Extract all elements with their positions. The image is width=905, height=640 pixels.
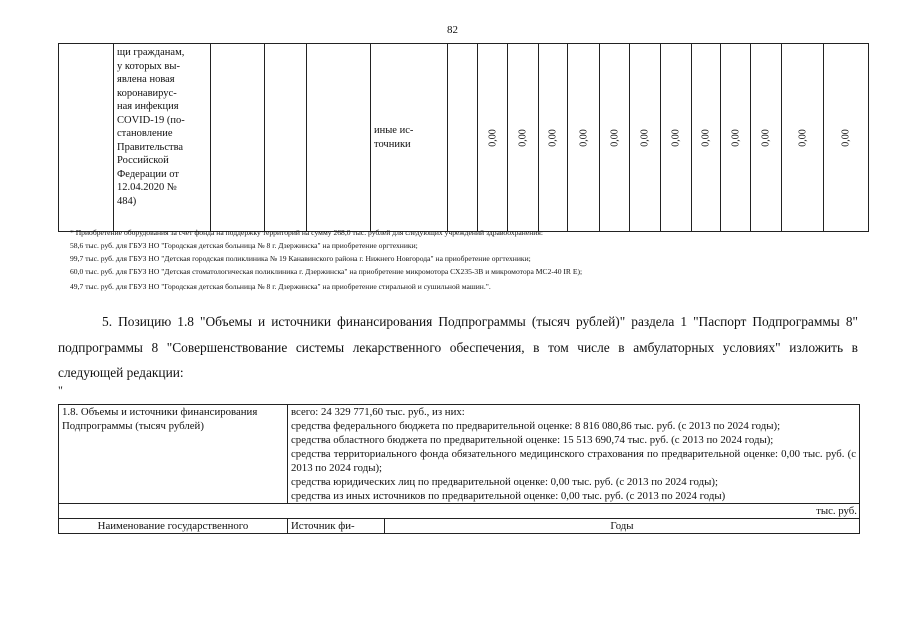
- value-cell: 0,00: [661, 44, 692, 232]
- financing-details: [288, 405, 860, 504]
- footnote: 58,6 тыс. руб. для ГБУЗ НО "Городская детская больница № 8 г. Дзержинска" на приобретение оргтехники;: [70, 241, 418, 250]
- cell-line: Правительства: [117, 141, 184, 153]
- value-cell: 0,00: [824, 44, 869, 232]
- cell-line: коронавирус-: [117, 87, 177, 99]
- header-years: Годы: [385, 519, 860, 534]
- footnote: 99,7 тыс. руб. для ГБУЗ НО "Детская городская поликлиника № 19 Канавинского района г. Нижнего Новгорода" на приобретение оргтехники;: [70, 254, 531, 263]
- financing-table-continued: [58, 43, 869, 232]
- cell-line: у которых вы-: [117, 60, 180, 72]
- financing-line: всего: 24 329 771,60 тыс. руб., из них:: [291, 406, 465, 418]
- financing-line: средства территориального фонда обязательного медицинского страхования по предварительной оценке: 0,00 тыс. руб. (с 2013 по 2024 годы);: [291, 448, 856, 474]
- value-cell: 0,00: [539, 44, 568, 232]
- amendment-paragraph: 5. Позицию 1.8 "Объемы и источники финансирования Подпрограммы (тысяч рублей)" раздела 1 "Паспорт Подпрограммы 8" подпрограммы 8 "Совершенствование системы лекарственного обеспечения, в том числе в амбулаторных условиях" изложить в следующей редакции:: [58, 314, 858, 380]
- value-cell: 0,00: [721, 44, 751, 232]
- financing-line: средства федерального бюджета по предварительной оценке: 8 816 080,86 тыс. руб. (с 2013 по 2024 годы);: [291, 420, 781, 432]
- empty-cell: [265, 44, 307, 232]
- financing-line: средства юридических лиц по предварительной оценке: 0,00 тыс. руб. (с 2013 по 2024 годы);: [291, 476, 718, 488]
- cell-line: 484): [117, 195, 137, 207]
- value-cell: 0,00: [478, 44, 508, 232]
- cell-line: становление: [117, 128, 173, 139]
- page-number: 82: [447, 24, 458, 36]
- cell-line: Российской: [117, 155, 169, 166]
- value-cell: 0,00: [568, 44, 600, 232]
- value-cell: 0,00: [508, 44, 539, 232]
- table-row: [59, 44, 869, 232]
- empty-cell: [211, 44, 265, 232]
- financing-line: средства областного бюджета по предварительной оценке: 15 513 690,74 тыс. руб. (с 2013 по 2024 годы);: [291, 434, 774, 446]
- cell-line: щи гражданам,: [117, 47, 185, 58]
- financing-line: средства из иных источников по предварительной оценке: 0,00 тыс. руб. (с 2013 по 2024 годы): [291, 490, 726, 502]
- empty-cell: [448, 44, 478, 232]
- opening-quote: ": [58, 383, 63, 397]
- position-label: 1.8. Объемы и источники финансирования Подпрограммы (тысяч рублей): [59, 405, 288, 504]
- value-cell: 0,00: [630, 44, 661, 232]
- passport-table: [58, 404, 860, 534]
- value-cell: 0,00: [600, 44, 630, 232]
- value-cell: 0,00: [782, 44, 824, 232]
- funding-source: [371, 44, 448, 232]
- cell-line: точники: [374, 138, 411, 150]
- cell-line: 12.04.2020 №: [117, 182, 177, 193]
- value-cell: 0,00: [751, 44, 782, 232]
- table-row: [59, 405, 860, 504]
- value-cell: 0,00: [692, 44, 721, 232]
- header-source: Источник фи-: [288, 519, 385, 534]
- empty-cell: [307, 44, 371, 232]
- cell-line: COVID-19 (по-: [117, 114, 185, 126]
- table-row: [59, 504, 860, 519]
- footnote: 49,7 тыс. руб. для ГБУЗ НО "Городская детская больница № 8 г. Дзержинска" на приобретение стиральной и сушильной машин.".: [70, 282, 491, 291]
- measure-description: [114, 44, 211, 232]
- header-name: Наименование государственного: [59, 519, 288, 534]
- units-label: тыс. руб.: [59, 504, 860, 519]
- cell-line: явлена новая: [117, 74, 175, 85]
- cell-line: иные ис-: [374, 125, 414, 136]
- footnotes: [70, 226, 870, 293]
- cell-line: Федерации от: [117, 168, 179, 180]
- table-header-row: [59, 519, 860, 534]
- footnote: * Приобретение оборудования за счет фонда на поддержку территорий на сумму 268,0 тыс. рублей для следующих учреждений здравоохранения:: [70, 228, 543, 237]
- empty-cell: [59, 44, 114, 232]
- footnote: 60,0 тыс. руб. для ГБУЗ НО "Детская стоматологическая поликлиника г. Дзержинска" на приобретение микромотора СХ235-3В и микромотора МС2-40 IR E);: [70, 267, 583, 276]
- cell-line: ная инфекция: [117, 101, 179, 112]
